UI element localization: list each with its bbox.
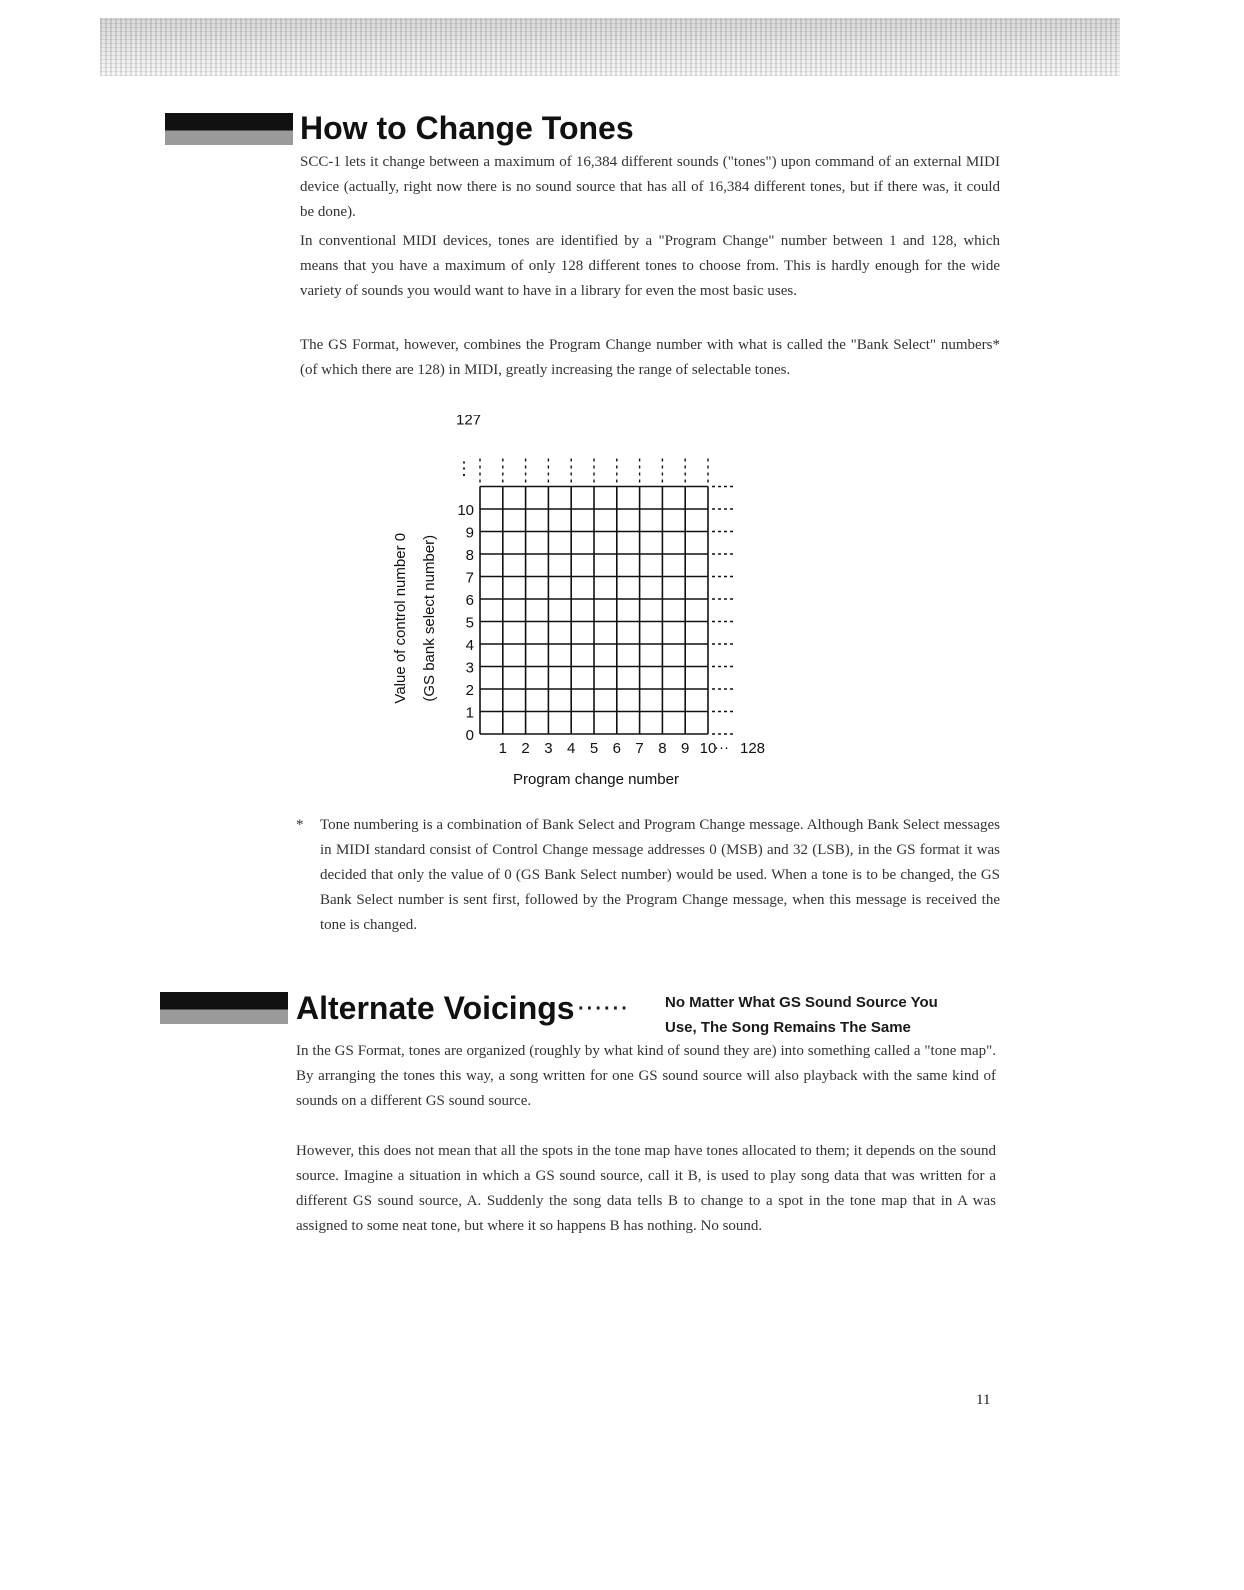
section-heading-bar-icon [165,113,293,145]
paragraph-missing-tones: However, this does not mean that all the spots in the tone map have tones allocated to them; it depends on the sound source. Imagine a situation in which a GS sound source, call it B, is used to play song data that was written for a different GS sound source, A. Suddenly the song data tells B to change to a spot in the tone map that in A was assigned to some neat tone, but where it so happens B has nothing. No sound. [296,1143,996,1234]
y-tick-label: 0 [465,727,474,744]
y-tick-label: 7 [465,569,474,587]
y-tick-label: 5 [465,614,474,632]
y-continuation-dots: ⋮ [455,458,473,479]
y-axis-subtitle: (GS bank select number) [421,534,438,702]
y-tick-label: 10 [457,502,474,519]
x-tick-label: 3 [544,740,553,757]
bank-program-grid-chart [370,415,790,795]
section-title-how-to-change-tones: How to Change Tones [300,110,634,146]
subtitle-line-1: No Matter What GS Sound Source You [665,994,938,1011]
y-tick-label: 4 [465,637,474,654]
paragraph-conventional-midi: In conventional MIDI devices, tones are identified by a "Program Change" number between 1 and 128, which means that you have a maximum of only 128 different tones to choose from. This is hardly enough for the wide variety of sounds you would want to have in a library for even the most basic uses. [300,233,1000,299]
x-tick-label: 5 [589,740,599,757]
paragraph-intro: SCC-1 lets it change between a maximum of 16,384 different sounds ("tones") upon command of an external MIDI device (actually, right now there is no sound source that has all of 16,384 different tones, but if there was, it could be done). [300,154,1000,220]
page-number: 11 [976,1392,991,1408]
top-decorative-band [100,18,1120,76]
y-tick-label: 2 [465,682,474,699]
x-continuation-dots: ··· [714,739,729,756]
x-tick-label: 6 [612,740,621,757]
y-tick-label: 3 [465,659,474,677]
section-subtitle [665,990,938,1040]
x-tick-label: 1 [498,740,507,757]
y-tick-label: 8 [465,547,474,564]
title-dots: ······ [578,998,630,1020]
footnote [296,813,1000,938]
x-max-label: 128 [740,740,766,757]
y-tick-label: 9 [465,524,474,542]
paragraph-gs-format: The GS Format, however, combines the Program Change number with what is called the "Bank Select" numbers* (of which there are 128) in MIDI, greatly increasing the range of selectable tones. [300,337,1000,378]
section-heading-bar-icon [160,992,288,1024]
footnote-marker: * [296,817,304,833]
x-tick-label: 2 [521,740,530,757]
y-tick-label: 6 [465,592,474,609]
y-max-label: 127 [456,415,482,429]
footnote-text: Tone numbering is a combination of Bank Select and Program Change message. Although Bank Select messages in MIDI standard consist of Control Change message addresses 0 (MSB) and 32 (LSB), in the GS format it was decided that only the value of 0 (GS Bank Select number) would be used. When a tone is to be changed, the GS Bank Select number is sent first, followed by the Program Change message, when this message is received the tone is changed. [320,817,1000,933]
subtitle-line-2: Use, The Song Remains The Same [665,1019,911,1036]
x-tick-label: 9 [681,740,690,757]
y-tick-label: 1 [465,704,474,722]
x-tick-label: 7 [635,740,644,757]
x-tick-label: 8 [658,740,667,757]
y-axis-title: Value of control number 0 [392,532,409,704]
x-tick-label: 10 [699,740,717,757]
x-axis-title: Program change number [513,771,679,788]
section-title-alternate-voicings: Alternate Voicings [296,990,575,1026]
x-tick-label: 4 [567,740,576,757]
paragraph-tone-map: In the GS Format, tones are organized (roughly by what kind of sound they are) into something called a "tone map". By arranging the tones this way, a song written for one GS sound source will also playback with the same kind of sounds on a different GS sound source. [296,1043,996,1109]
